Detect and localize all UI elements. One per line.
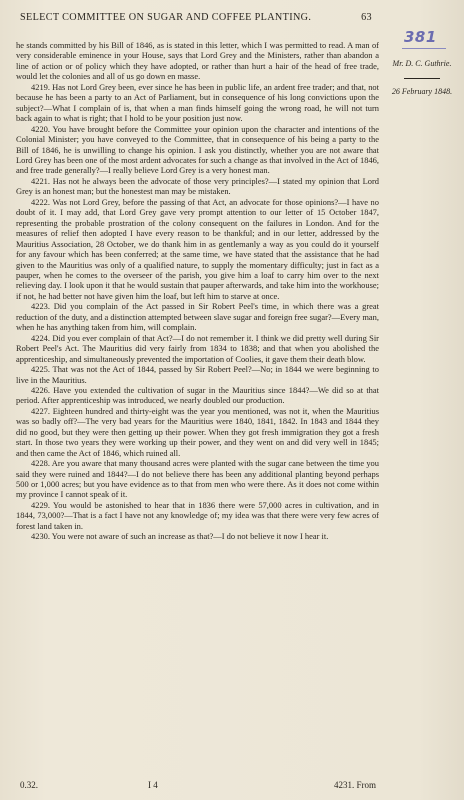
- paragraph: 4225. That was not the Act of 1844, passed by Sir Robert Peel?—No; in 1844 we were beginning to live in the Mauritius.: [16, 364, 379, 385]
- testimony-body: [16, 40, 379, 542]
- footer-catchword: 4231. From: [333, 780, 376, 790]
- paragraph: 4230. You were not aware of such an increase as that?—I do not believe it now I hear it.: [31, 531, 329, 542]
- header-page-number: 63: [361, 12, 372, 23]
- paragraph: 4229. You would be astonished to hear that in 1836 there were 57,000 acres in cultivation, and in 1844, 73,000?—That is a fact I have not any knowledge of; my idea was that there were very few acres of forest land taken in.: [16, 499, 379, 531]
- footer-signature-mark: 0.32.: [20, 780, 38, 790]
- paragraph: 4219. Has not Lord Grey been, ever since he has been in public life, an ardent free trader; and that, not because he has been a party to an Act of Parliament, but in consequence of his long convictions upon the subject?—What I complain of is, that when a man finds himself going the wrong road, he will not turn back again to what is right; that I hold to be your position just now.: [16, 81, 379, 124]
- paragraph: 4221. Has not he always been the advocate of those very principles?—I stated my opinion that Lord Grey is an honest man; but the honestest man may be mistaken.: [16, 175, 379, 197]
- running-header: [20, 12, 372, 23]
- margin-rule: [404, 78, 440, 79]
- paragraph: 4220. You have brought before the Committee your opinion upon the character and intentions of the Colonial Minister; you have conveyed to the Committee, that in consequence of his being a party to the Bill of 1846, he is unwilling to change his opinion. I ask you distinctly, whether you are not aware that Lord Grey has been one of the most ardent advocates for such a change as that involved in the Act of 1846, and free trade generally?—I really believe Lord Grey is a very honest man.: [16, 123, 379, 176]
- paragraph: he stands committed by his Bill of 1846, as is stated in this letter, which I was permitted to read. A man of very considerable eminence in your House, says that Lord Grey and the Ministers, rather than abandon a line of action or of policy which they have adopted, or rather than hurt a hair of the head of free trade, would let the colonies and all of us go down en masse.: [16, 40, 379, 82]
- paragraph: 4228. Are you aware that many thousand acres were planted with the sugar cane between the time you said they were ruined and 1844?—I do not believe there has been any additional planting beyond perhaps 500 or 1,000 acres; but you have evidence as to that from men who were there. As it does not come within my province I cannot speak of it.: [16, 458, 379, 500]
- margin-date: 26 February 1848.: [391, 87, 453, 96]
- header-title: SELECT COMMITTEE ON SUGAR AND COFFEE PLANTING.: [20, 12, 312, 23]
- paragraph: 4223. Did you complain of the Act passed in Sir Robert Peel's time, in which there was a great reduction of the duty, and a distinction attempted between slave sugar and foreign free sugar?—Every man, when he has anything taken from him, will complain.: [16, 301, 379, 333]
- folio-underline: [402, 48, 446, 49]
- margin-witness-name: Mr. D. C. Guthrie.: [392, 59, 452, 68]
- footer-sheet-number: I 4: [148, 780, 158, 790]
- paragraph: 4227. Eighteen hundred and thirty-eight was the year you mentioned, was not it, when the Mauritius was so badly off?—The very bad years for the Mauritius were 1840, 1841, 1842. In 1843 and 1844 they did no good, but they were then getting up their power. When they got fresh immigration they got a fresh start. In those two years they were working up their power, and they went on and did very well in 1845; and then came the Act of 1846, which ruined all.: [16, 405, 379, 458]
- paragraph: 4222. Was not Lord Grey, before the passing of that Act, an advocate for those opinions?—I have no doubt of it. I may add, that Lord Grey gave very prompt attention to our letter of 15 October 1847, representing the probable prostration of the colony consequent on the failures in London. And for the measures of relief then adopted I have every reason to be thankful; and in our letter, addressed by the Mauritius Association, 28 October, we do thank him in as gentlemanly a way as you could do it yourself for any favour which has been conferred; at the same time, we have stated that the assistance that he had given to the Mauritius was only of a qualified nature, to supply the momentary difficulty; just in fact as a pauper, when he comes to the overseer of the parish, you give him a loaf to carry him over to the next relieving day. I look upon it that he would sustain that pauper afterwards, and take him into the workhouse; if not, he had better not have given him the loaf, but left him to starve at once.: [16, 196, 379, 301]
- paragraph: 4226. Have you extended the cultivation of sugar in the Mauritius since 1844?—We did so at that period. After apprenticeship was introduced, we nearly doubled our production.: [16, 384, 379, 406]
- handwritten-folio-number: 381: [404, 28, 437, 46]
- paragraph: 4224. Did you ever complain of that Act?—I do not remember it. I think we did pretty well during Sir Robert Peel's Act. The Mauritius did very fairly from 1834 to 1838; and that when you abolished the apprenticeship, and simultaneously prevented the importation of Coolies, it gave them their death blow.: [16, 332, 379, 364]
